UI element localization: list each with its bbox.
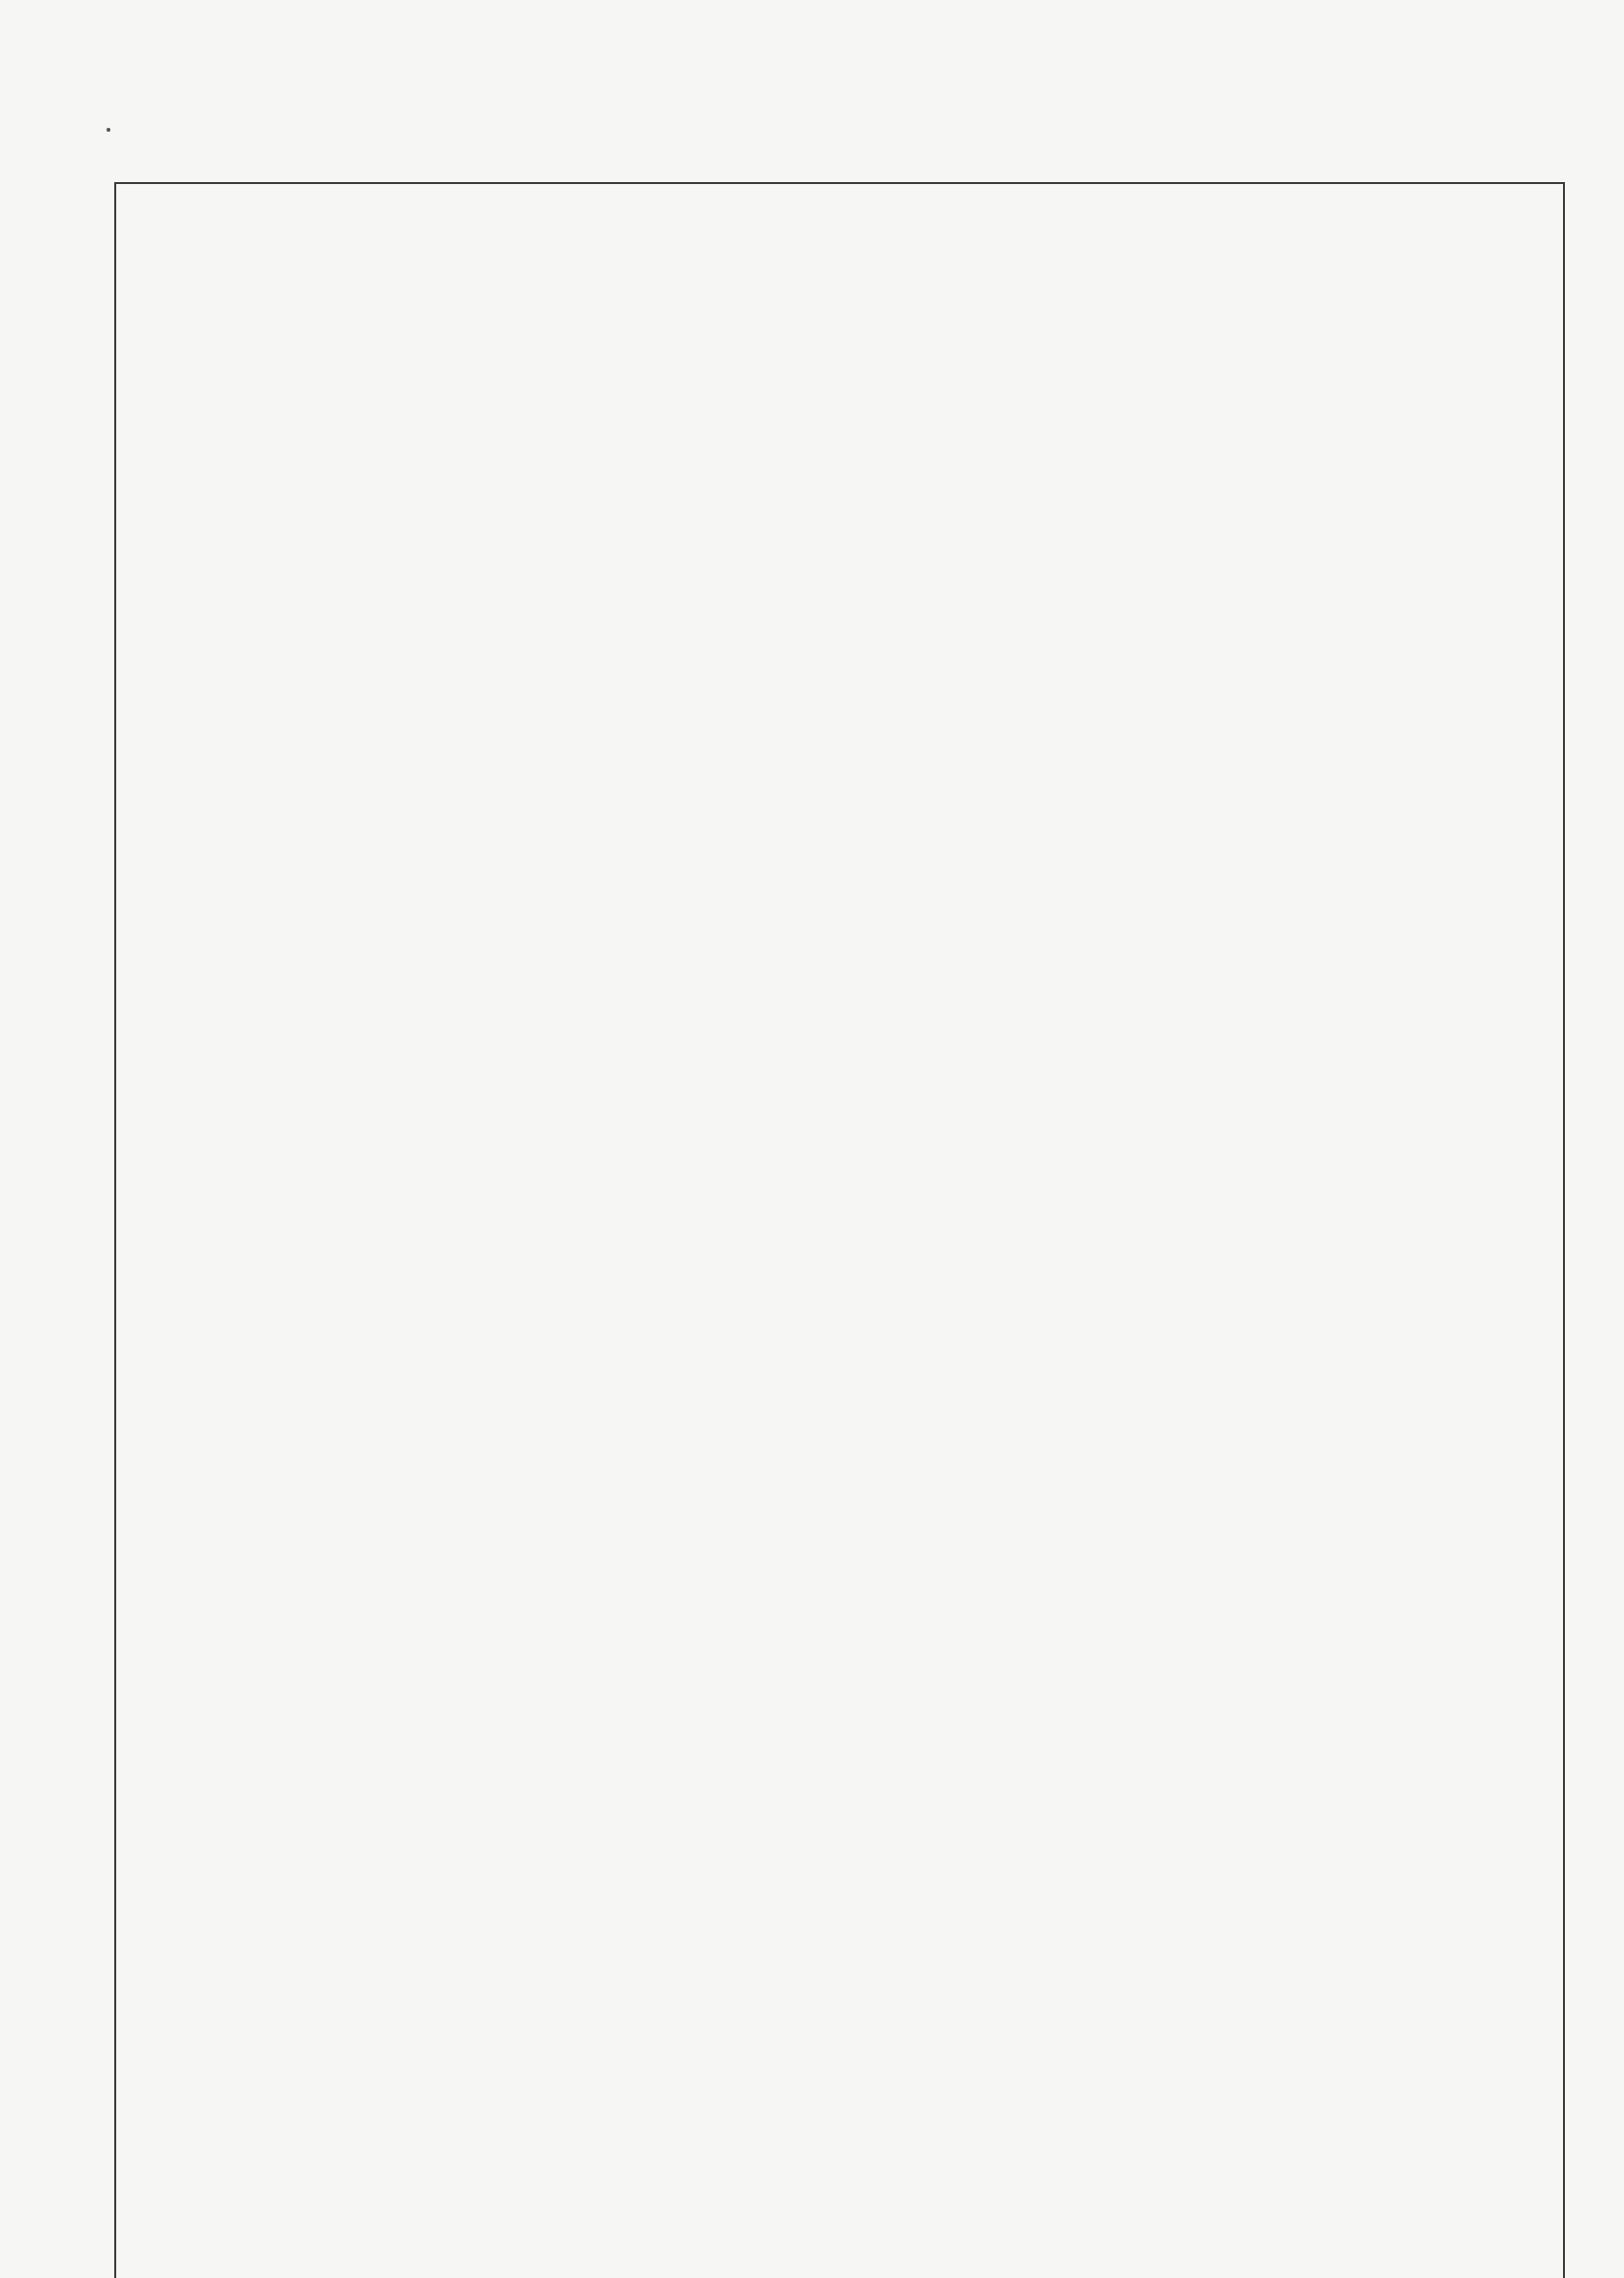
wage-table — [114, 182, 1565, 2278]
paper-speck — [107, 128, 110, 132]
